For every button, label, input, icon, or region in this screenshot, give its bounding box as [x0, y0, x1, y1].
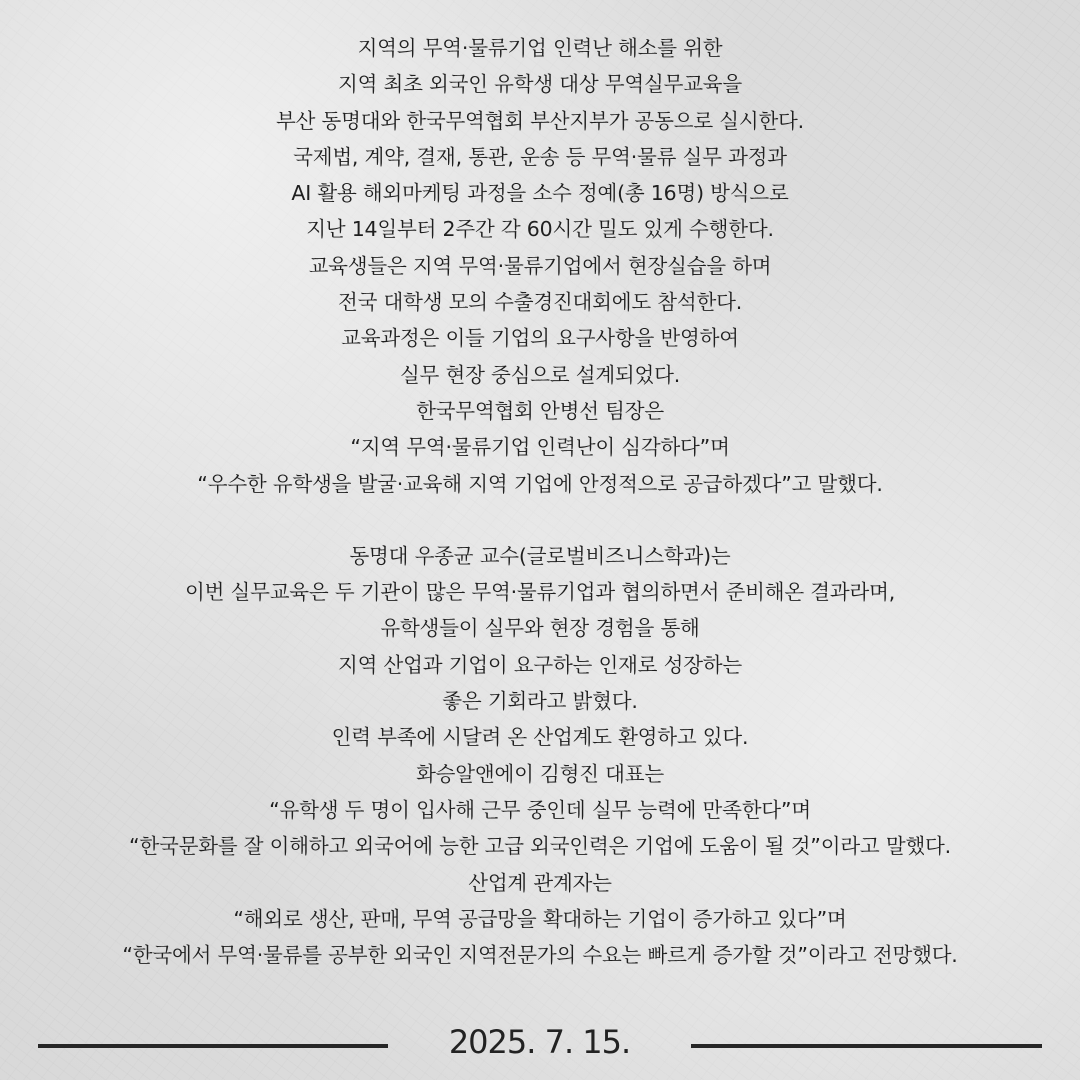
- text-line: 실무 현장 중심으로 설계되었다.: [399, 362, 681, 387]
- text-line: 전국 대학생 모의 수출경진대회에도 참석한다.: [337, 290, 743, 315]
- right-divider-line: [691, 1044, 1042, 1048]
- text-line: “한국문화를 잘 이해하고 외국어에 능한 고급 외국인력은 기업에 도움이 될 것”이라고 말했다.: [129, 834, 951, 859]
- footer: [0, 1020, 1080, 1070]
- text-line: “해외로 생산, 판매, 무역 공급망을 확대하는 기업이 증가하고 있다”며: [233, 906, 847, 931]
- paragraph-2: [0, 538, 1080, 974]
- text-line: 교육생들은 지역 무역·물류기업에서 현장실습을 하며: [308, 253, 772, 278]
- text-line: 교육과정은 이들 기업의 요구사항을 반영하여: [341, 326, 739, 351]
- article-body: [0, 30, 1080, 973]
- text-line: 한국무역협회 안병선 팀장은: [416, 398, 664, 423]
- text-line: “우수한 유학생을 발굴·교육해 지역 기업에 안정적으로 공급하겠다”고 말했다.: [197, 471, 883, 496]
- text-line: AI 활용 해외마케팅 과정을 소수 정예(총 16명) 방식으로: [291, 181, 789, 206]
- text-line: 유학생들이 실무와 현장 경험을 통해: [380, 616, 700, 641]
- text-line: 지역 산업과 기업이 요구하는 인재로 성장하는: [337, 652, 743, 677]
- text-line: 부산 동명대와 한국무역협회 부산지부가 공동으로 실시한다.: [276, 108, 804, 133]
- text-line: 국제법, 계약, 결재, 통관, 운송 등 무역·물류 실무 과정과: [293, 144, 787, 169]
- text-line: 인력 부족에 시달려 온 산업계도 환영하고 있다.: [331, 725, 749, 750]
- text-line: 지역의 무역·물류기업 인력난 해소를 위한: [357, 36, 723, 60]
- text-line: 이번 실무교육은 두 기관이 많은 무역·물류기업과 협의하면서 준비해온 결과라며,: [184, 580, 896, 605]
- text-line: 지난 14일부터 2주간 각 60시간 밀도 있게 수행한다.: [306, 217, 774, 242]
- text-line: “지역 무역·물류기업 인력난이 심각하다”며: [350, 435, 730, 460]
- text-line: 산업계 관계자는: [468, 870, 612, 895]
- text-line: 화승알앤에이 김형진 대표는: [416, 761, 664, 786]
- left-divider-line: [38, 1044, 388, 1048]
- text-line: “유학생 두 명이 입사해 근무 중인데 실무 능력에 만족한다”며: [269, 797, 811, 822]
- paragraph-1: [0, 30, 1080, 502]
- text-line: 지역 최초 외국인 유학생 대상 무역실무교육을: [337, 72, 743, 97]
- text-line: 좋은 기회라고 밝혔다.: [442, 689, 638, 714]
- text-line: “한국에서 무역·물류를 공부한 외국인 지역전문가의 수요는 빠르게 증가할 것”이라고 전망했다.: [122, 943, 958, 968]
- text-line: 동명대 우종균 교수(글로벌비즈니스학과)는: [349, 543, 731, 568]
- publish-date: 2025. 7. 15.: [448, 1023, 631, 1061]
